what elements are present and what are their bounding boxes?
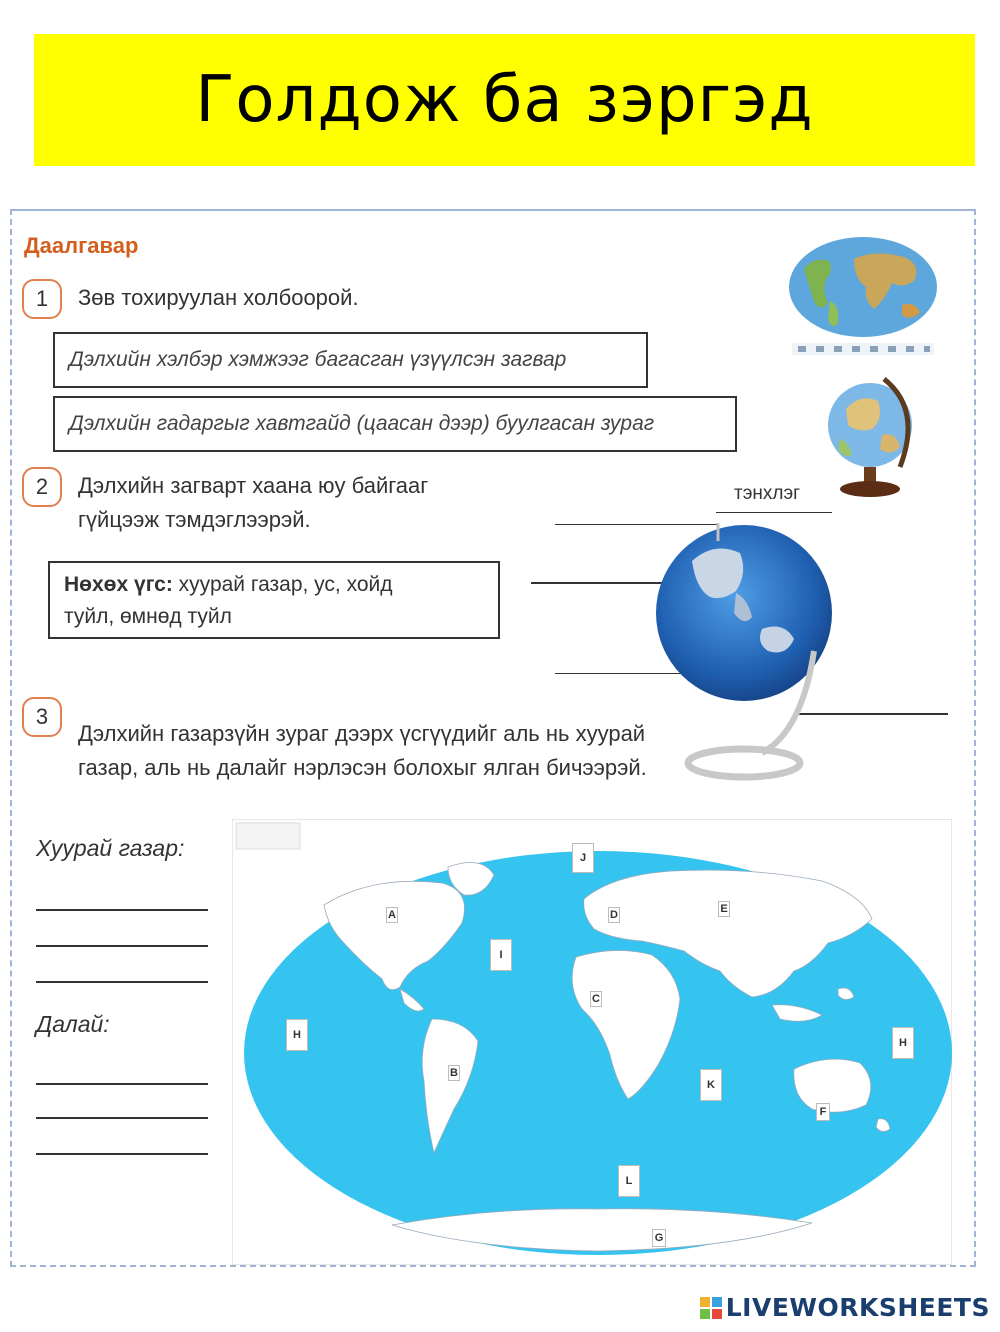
ocean-answer-line-3[interactable]	[36, 1153, 208, 1155]
map-letter-h-east: H	[892, 1027, 914, 1059]
map-letter-j: J	[572, 843, 594, 873]
map-letter-k: K	[700, 1069, 722, 1101]
desk-globe-image	[826, 369, 922, 501]
ocean-label: Далай:	[36, 1011, 110, 1037]
ocean-answer-line-1[interactable]	[36, 1083, 208, 1085]
task-3-badge: 3	[22, 697, 62, 737]
map-letter-e: E	[718, 901, 730, 917]
word-bank-label: Нөхөх үгс:	[64, 573, 173, 596]
map-letter-c: C	[590, 991, 602, 1007]
task-3-text-line-2: газар, аль нь далайг нэрлэсэн болохыг ялган бичээрэй.	[78, 755, 647, 780]
map-letter-d: D	[608, 907, 620, 923]
task-1-option-2[interactable]: Дэлхийн гадаргыг хавтгайд (цаасан дээр) буулгасан зураг	[53, 396, 737, 452]
liveworksheets-logo[interactable]	[700, 1293, 990, 1322]
map-letter-f: F	[816, 1103, 830, 1121]
land-answer-line-2[interactable]	[36, 945, 208, 947]
land-answer-line-1[interactable]	[36, 909, 208, 911]
world-map-thumbnail	[784, 231, 942, 359]
task-1-badge: 1	[22, 279, 62, 319]
map-letter-a: A	[386, 907, 398, 923]
word-bank-words-2: туйл, өмнөд туйл	[64, 605, 232, 628]
task-2-text-line-2: гүйцээж тэмдэглээрэй.	[78, 507, 311, 532]
worksheet-heading: Даалгавар	[24, 233, 139, 258]
task-2-badge: 2	[22, 467, 62, 507]
land-label: Хуурай газар:	[36, 835, 185, 861]
page-title: Голдож ба зэргэд	[195, 63, 814, 137]
task-1-option-1[interactable]: Дэлхийн хэлбэр хэмжээг багасган үзүүлсэн загвар	[53, 332, 648, 388]
worksheet	[10, 209, 976, 1267]
task-3-text-line-1: Дэлхийн газарзүйн зураг дээрх үсгүүдийг аль нь хуурай	[78, 721, 646, 746]
map-letter-i: I	[490, 939, 512, 971]
land-answer-line-3[interactable]	[36, 981, 208, 983]
word-bank-box	[48, 561, 500, 639]
map-letter-g: G	[652, 1229, 666, 1247]
map-letter-h-west: H	[286, 1019, 308, 1051]
ocean-answer-line-2[interactable]	[36, 1117, 208, 1119]
world-map	[232, 819, 952, 1265]
word-bank-words-1: хуурай газар, ус, хойд	[172, 573, 393, 596]
map-letter-b: B	[448, 1065, 460, 1081]
task-2-text-line-1: Дэлхийн загварт хаана юу байгааг	[78, 473, 429, 498]
map-letter-l: L	[618, 1165, 640, 1197]
title-banner	[34, 34, 975, 166]
axis-label: тэнхлэг	[734, 483, 801, 504]
liveworksheets-brand: LIVEWORKSHEETS	[725, 1293, 990, 1322]
task-1-text: Зөв тохируулан холбоорой.	[78, 285, 359, 310]
globe-model-image	[652, 501, 832, 791]
liveworksheets-logo-icon	[700, 1297, 722, 1319]
